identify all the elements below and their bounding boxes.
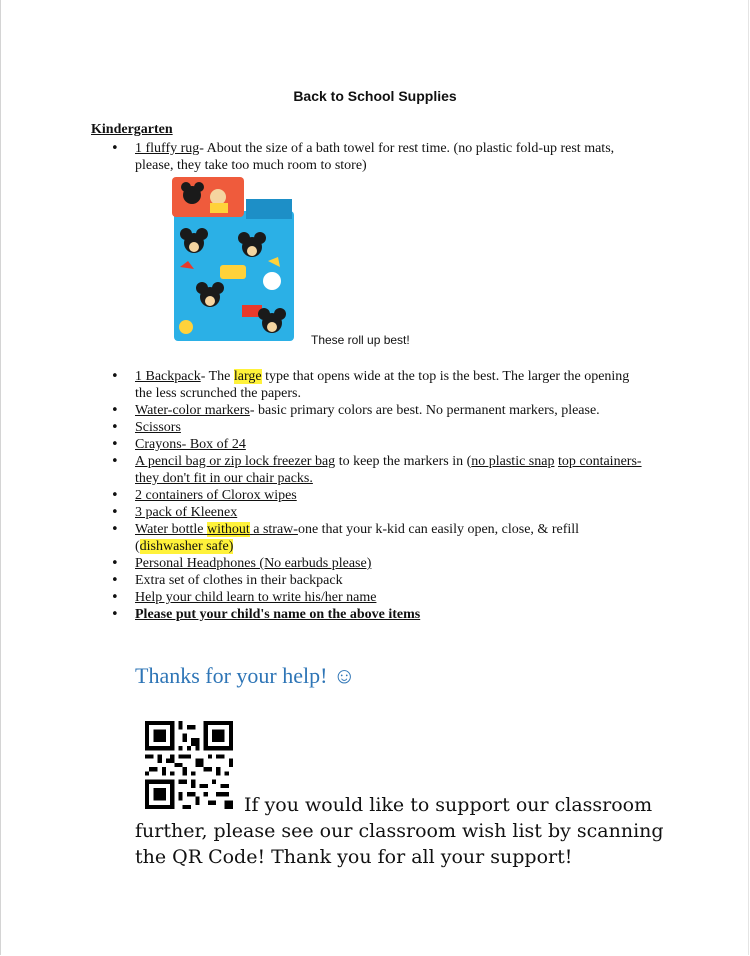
list-item-name-help: • Help your child learn to write his/her name xyxy=(111,589,646,606)
list-item-headphones: • Personal Headphones (No earbuds please) xyxy=(111,555,646,572)
highlight-without: without xyxy=(206,522,250,537)
list-item xyxy=(111,140,646,174)
supply-list xyxy=(111,368,646,623)
nap-mat-image xyxy=(172,177,295,343)
item-rug: 1 fluffy rug xyxy=(135,141,200,156)
list-item-wipes: • 2 containers of Clorox wipes xyxy=(111,487,646,504)
image-caption: These roll up best! xyxy=(311,333,410,347)
list-item-scissors: • Scissors xyxy=(111,419,646,436)
item-rug-description: - About the size of a bath towel for rest time. (no plastic fold-up rest mats, please, they take too much room to store) xyxy=(135,141,615,173)
section-heading: Kindergarten xyxy=(91,122,173,137)
page-title: Back to School Supplies xyxy=(293,88,457,104)
list-item-markers: • Water-color markers- basic primary colors are best. No permanent markers, please. xyxy=(111,402,646,419)
list-item-name-note: • Please put your child's name on the above items xyxy=(111,606,646,623)
list-item-crayons: • Crayons- Box of 24 xyxy=(111,436,646,453)
mat-pillow xyxy=(172,177,244,217)
list-item-water-bottle: • Water bottle without a straw-one that your k-kid can easily open, close, & refill (dishwasher safe) xyxy=(111,521,646,555)
highlight-dishwasher: dishwasher safe) xyxy=(139,539,234,554)
supply-list-top xyxy=(111,140,646,174)
list-item-backpack: • 1 Backpack- The large type that opens wide at the top is the best. The larger the opening the less scrunched the papers. xyxy=(111,368,646,402)
highlight-large: large xyxy=(233,369,262,384)
list-item-clothes: • Extra set of clothes in their backpack xyxy=(111,572,646,589)
list-item-kleenex: • 3 pack of Kleenex xyxy=(111,504,646,521)
support-message: If you would like to support our classroom further, please see our classroom wish list by scanning the QR Code! Thank you for all your support! xyxy=(135,794,664,868)
list-item-pencil-bag: • A pencil bag or zip lock freezer bag to keep the markers in (no plastic snap top containers-they don't fit in our chair packs. xyxy=(111,453,646,487)
thanks-message: Thanks for your help! ☺ xyxy=(135,663,356,688)
